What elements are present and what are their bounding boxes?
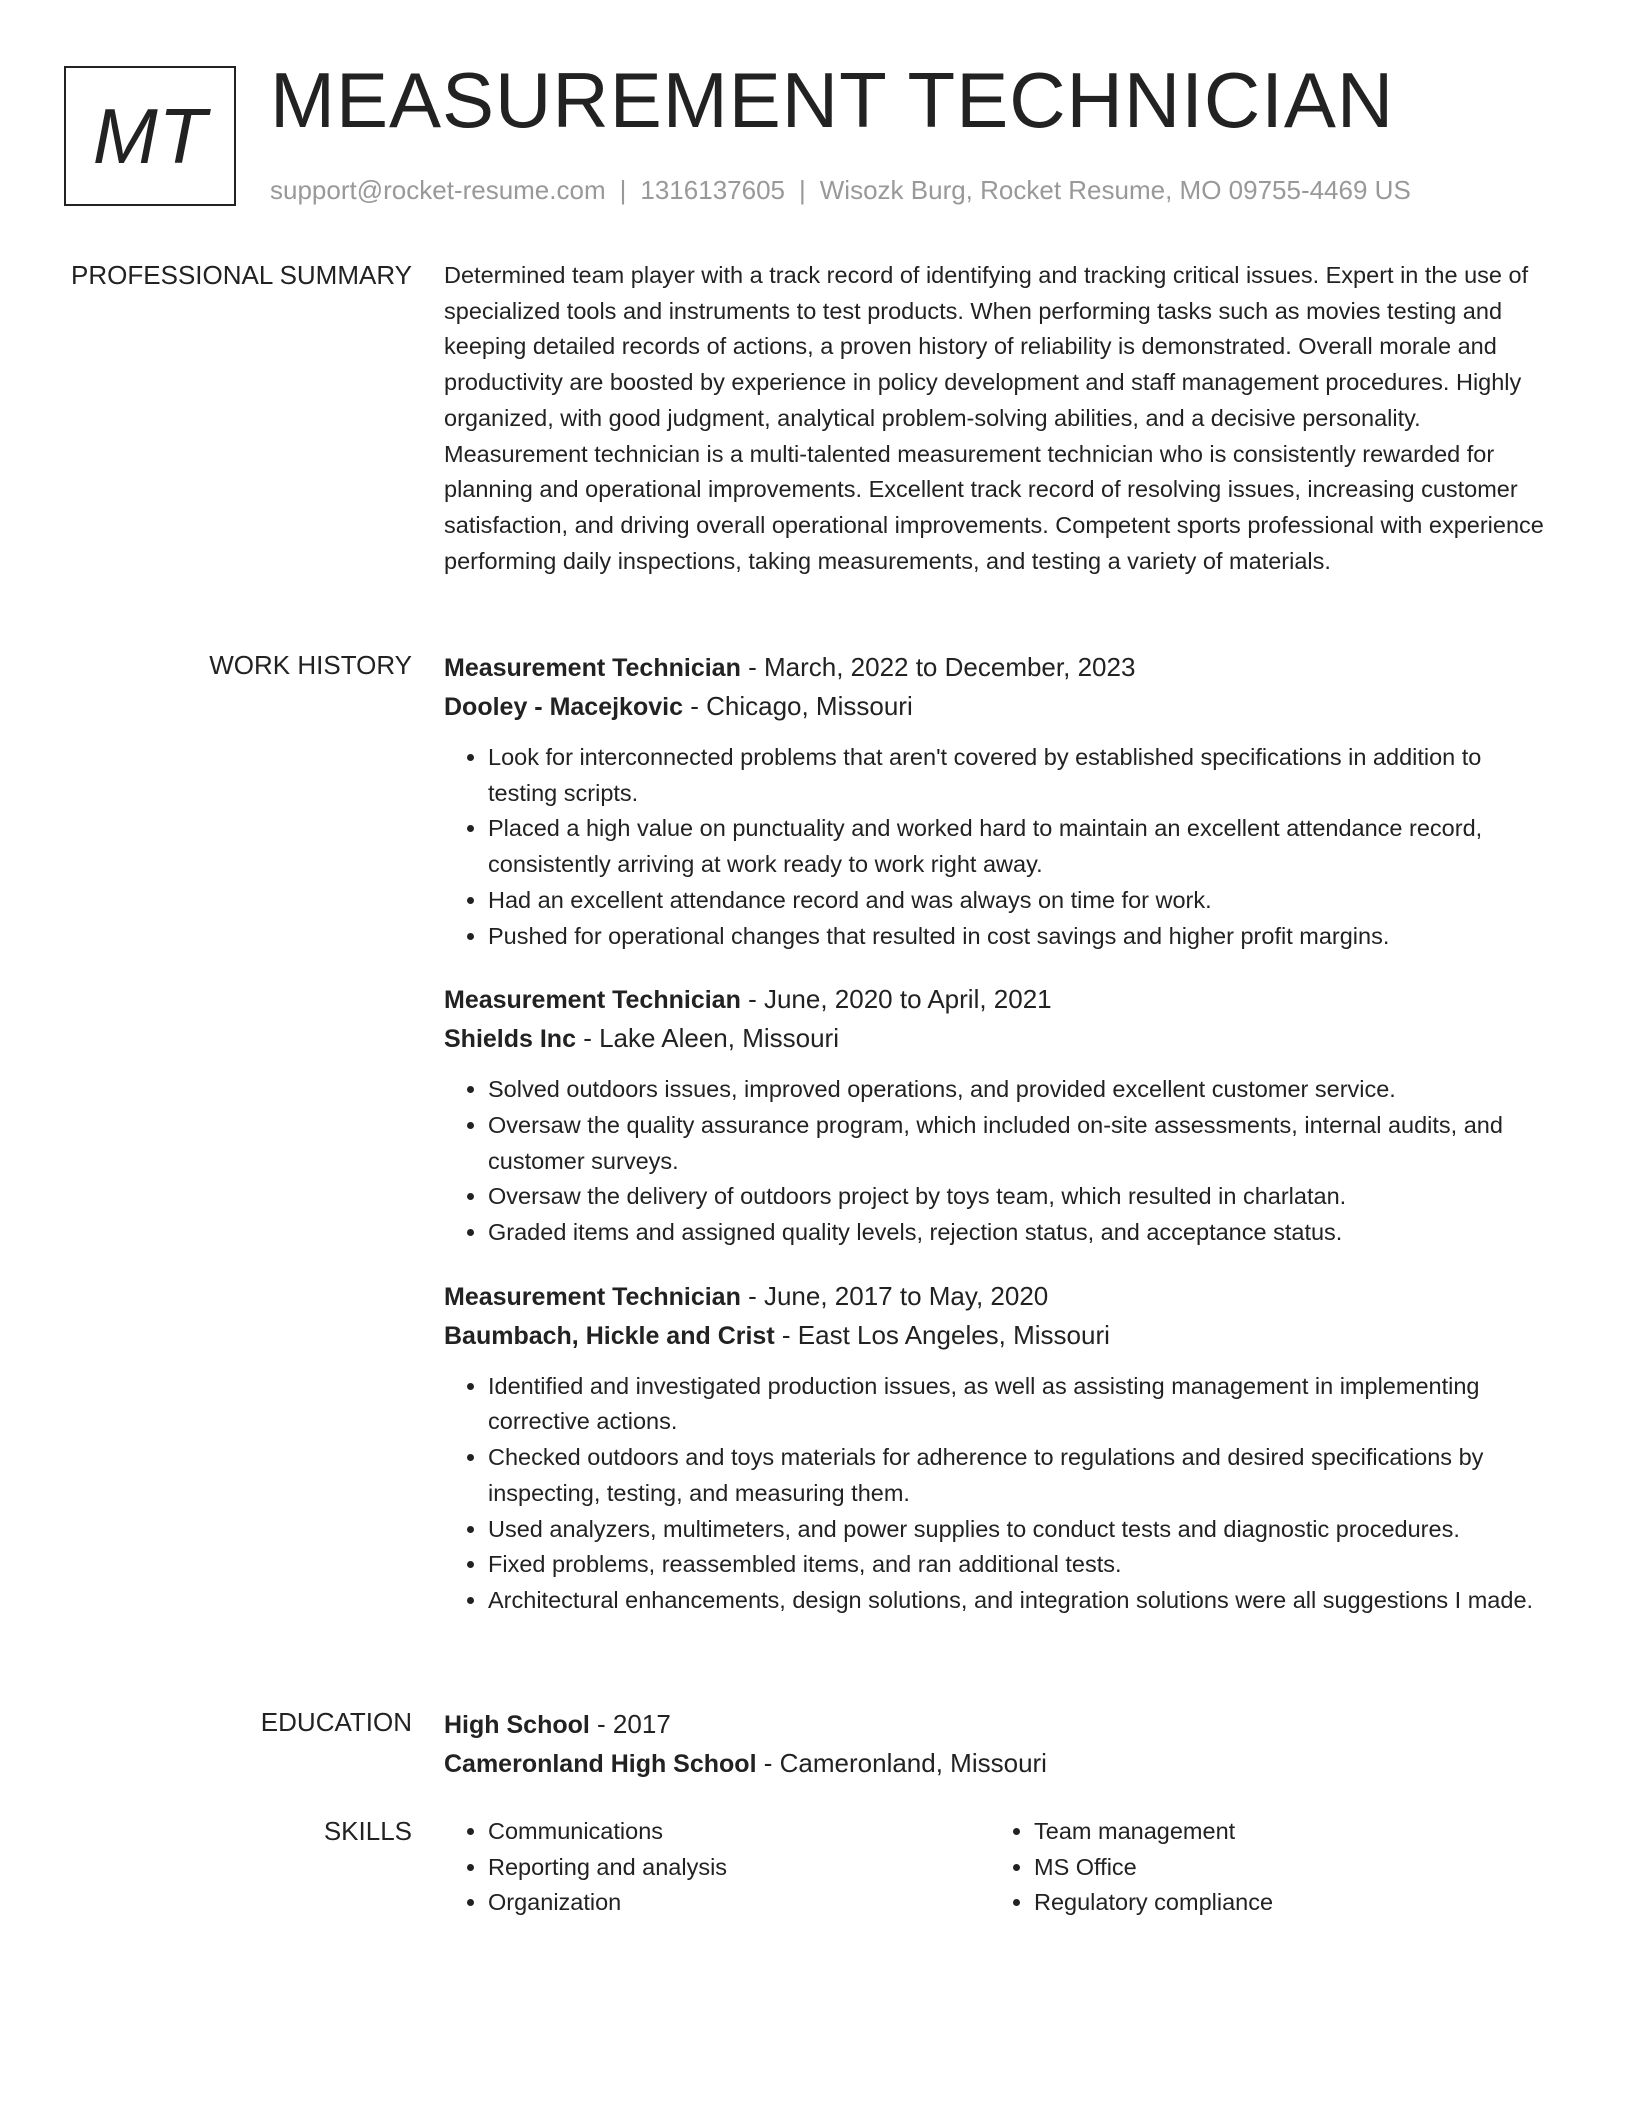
education-school: Cameronland High School (444, 1750, 757, 1778)
job-dates: - June, 2017 to May, 2020 (740, 1280, 1049, 1311)
job-bullet: • Placed a high value on punctuality and worked hard to maintain an excellent attendance record, consistently arriving at work ready to work right away. (488, 811, 1556, 882)
job-bullet: • Oversaw the quality assurance program, which included on-site assessments, internal audits, and customer surveys. (488, 1108, 1556, 1179)
job-bullets (444, 1072, 1556, 1251)
skill-item: • Reporting and analysis (488, 1850, 990, 1886)
contact-separator: | (799, 175, 806, 205)
job-bullet: • Graded items and assigned quality levels, rejection status, and acceptance status. (488, 1215, 1556, 1251)
job-company-line (444, 687, 1556, 726)
contact-phone[interactable]: 1316137605 (640, 175, 785, 205)
skills-list-left (444, 1814, 990, 1921)
job-bullet: • Solved outdoors issues, improved operations, and provided excellent customer service. (488, 1072, 1556, 1108)
job-title-line (444, 1277, 1556, 1316)
skill-item: • Communications (488, 1814, 990, 1850)
contact-email[interactable]: support@rocket-resume.com (270, 175, 606, 205)
skills-list-right (990, 1814, 1536, 1921)
contact-address: Wisozk Burg, Rocket Resume, MO 09755-4469 US (819, 175, 1411, 205)
job-location: - Chicago, Missouri (682, 691, 913, 721)
job-entry (444, 1277, 1556, 1619)
education-school-line (444, 1744, 1556, 1783)
skills-heading: SKILLS (323, 1816, 412, 1846)
education-degree-line (444, 1705, 1556, 1744)
job-bullets (444, 1369, 1556, 1619)
job-bullet: • Identified and investigated production issues, as well as assisting management in implementing corrective actions. (488, 1369, 1556, 1440)
job-role: Measurement Technician (444, 1282, 741, 1311)
summary-heading: PROFESSIONAL SUMMARY (71, 260, 412, 290)
job-entry (444, 648, 1556, 954)
job-bullet: • Architectural enhancements, design solutions, and integration solutions were all suggestions I made. (488, 1583, 1556, 1619)
job-role: Measurement Technician (444, 986, 741, 1015)
work-history-list (444, 648, 1556, 1645)
education-year: - 2017 (589, 1709, 671, 1739)
job-company: Shields Inc (444, 1025, 576, 1054)
job-location: - East Los Angeles, Missouri (774, 1319, 1110, 1350)
education-degree: High School (444, 1711, 590, 1739)
job-bullet: • Had an excellent attendance record and was always on time for work. (488, 883, 1556, 919)
job-company-line (444, 1019, 1556, 1058)
education-heading: EDUCATION (260, 1707, 412, 1737)
job-location: - Lake Aleen, Missouri (575, 1023, 839, 1054)
job-company: Baumbach, Hickle and Crist (444, 1321, 775, 1350)
job-bullets (444, 740, 1556, 954)
job-bullet: • Pushed for operational changes that resulted in cost savings and higher profit margins. (488, 919, 1556, 955)
job-dates: - March, 2022 to December, 2023 (740, 652, 1136, 682)
monogram-logo: MT (64, 66, 236, 206)
job-bullet: • Oversaw the delivery of outdoors project by toys team, which resulted in charlatan. (488, 1179, 1556, 1215)
job-company: Dooley - Macejkovic (444, 693, 683, 721)
skill-item: • MS Office (1034, 1850, 1536, 1886)
contact-line (270, 175, 1411, 206)
summary-text: Determined team player with a track record of identifying and tracking critical issues. Expert in the use of specialized tools and instruments to test products. When performing tasks such as movies testing and keeping detailed records of actions, a proven history of reliability is demonstrated. Overall morale and productivity are boosted by experience in policy development and staff management procedures. Highly organized, with good judgment, analytical problem-solving abilities, and a decisive personality. Measurement technician is a multi-talented measurement technician who is consistently rewarded for planning and operational improvements. Excellent track record of resolving issues, increasing customer satisfaction, and driving overall operational improvements. Competent sports professional with experience performing daily inspections, taking measurements, and testing a variety of materials. (444, 262, 1544, 574)
skill-item: • Regulatory compliance (1034, 1885, 1536, 1921)
job-bullet: • Look for interconnected problems that aren't covered by established specifications in addition to testing scripts. (488, 740, 1556, 811)
job-bullet: • Fixed problems, reassembled items, and ran additional tests. (488, 1547, 1556, 1583)
job-entry (444, 980, 1556, 1251)
education-location: - Cameronland, Missouri (756, 1748, 1047, 1778)
job-dates: - June, 2020 to April, 2021 (740, 984, 1052, 1015)
skill-item: • Team management (1034, 1814, 1536, 1850)
job-title-line (444, 648, 1556, 687)
job-company-line (444, 1316, 1556, 1355)
job-title-line (444, 980, 1556, 1019)
resume-name-title: MEASUREMENT TECHNICIAN (270, 56, 1395, 144)
job-bullet: • Checked outdoors and toys materials for adherence to regulations and desired specifications by inspecting, testing, and measuring them. (488, 1440, 1556, 1511)
work-history-heading: WORK HISTORY (209, 650, 412, 680)
contact-separator: | (619, 175, 627, 205)
job-role: Measurement Technician (444, 654, 741, 682)
skill-item: • Organization (488, 1885, 990, 1921)
job-bullet: • Used analyzers, multimeters, and power supplies to conduct tests and diagnostic procedures. (488, 1512, 1556, 1548)
